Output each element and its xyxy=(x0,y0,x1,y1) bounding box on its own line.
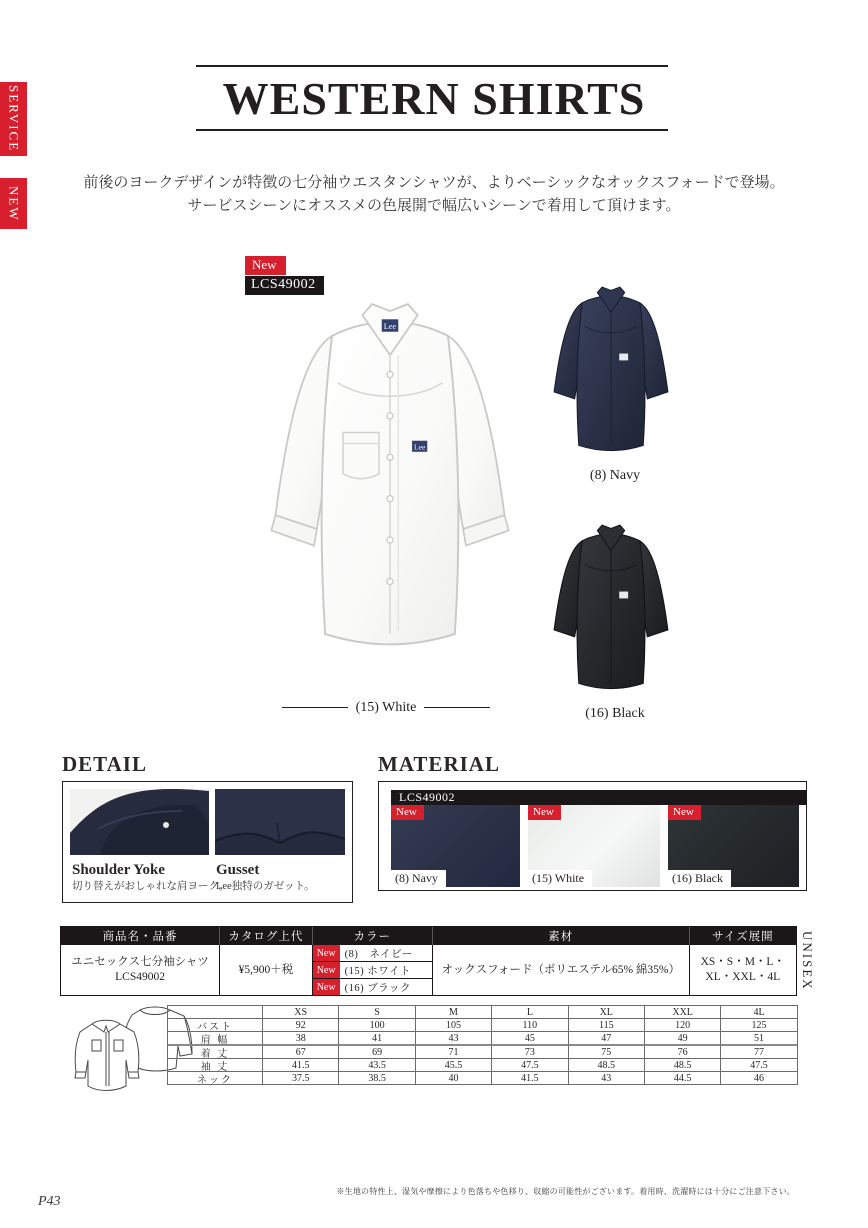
size-cell: 37.5 xyxy=(263,1072,339,1085)
size-row-label: 肩 幅 xyxy=(168,1032,263,1046)
unisex-vertical-label: UNISEX xyxy=(800,931,815,991)
swatch-label: (15) White xyxy=(528,870,592,887)
size-cell: 41.5 xyxy=(263,1059,339,1072)
size-row-label: ネック xyxy=(168,1072,263,1085)
title-rule-bottom xyxy=(196,129,668,131)
footer-note: ※生地の特性上、湿気や摩擦により色落ちや色移り、収縮の可能性がございます。着用時、洗濯時には十分にご注意下さい。 xyxy=(336,1187,795,1196)
description-line-1: 前後のヨークデザインが特徴の七分袖ウエスタンシャツが、よりベーシックなオックスフォードで登場。 xyxy=(83,175,785,191)
detail-item-caption: Lee独特のガゼット。 xyxy=(216,881,315,892)
page-title: WESTERN SHIRTS xyxy=(222,73,646,124)
size-cell: 77 xyxy=(721,1046,797,1059)
spec-header-price: カタログ上代 xyxy=(220,927,313,945)
detail-photo-shoulder-yoke xyxy=(70,789,209,855)
size-col-header: XS xyxy=(263,1006,339,1019)
white-shirt-photo xyxy=(252,276,528,680)
sidebar-tag-service-label: SERVICE xyxy=(6,85,22,153)
product-code-badge: LCS49002 xyxy=(245,276,324,295)
material-code-bar: LCS49002 xyxy=(391,790,807,805)
size-col-header: L xyxy=(492,1006,568,1019)
color-label: (16) ブラック xyxy=(344,982,412,994)
size-cell: 41.5 xyxy=(492,1072,568,1085)
color-new-badge: New xyxy=(313,962,340,978)
title-rule-top xyxy=(196,65,668,67)
black-shirt-label: (16) Black xyxy=(585,706,645,721)
spec-header-fabric: 素材 xyxy=(433,927,690,945)
label-rule-right xyxy=(424,707,490,708)
spec-price: ¥5,900＋税 xyxy=(238,963,294,976)
spec-price-cell xyxy=(220,945,313,995)
material-swatches xyxy=(391,805,799,887)
size-cell: 47.5 xyxy=(721,1059,797,1072)
spec-product-code: LCS49002 xyxy=(115,971,165,983)
size-cell: 92 xyxy=(263,1019,339,1032)
size-cell: 40 xyxy=(416,1072,492,1085)
navy-shirt-photo xyxy=(538,274,684,466)
detail-item-title: Gusset xyxy=(216,862,260,878)
spec-sizes-line1: XS・S・M・L・ xyxy=(700,956,785,968)
size-cell: 47 xyxy=(569,1032,645,1046)
collar-brand-tag: Lee xyxy=(383,321,397,331)
detail-item-title: Shoulder Yoke xyxy=(72,862,165,878)
size-cell: 69 xyxy=(339,1046,415,1059)
size-col-header: XXL xyxy=(645,1006,721,1019)
description-line-2: サービスシーンにオススメの色展開で幅広いシーンで着用して頂けます。 xyxy=(187,198,681,214)
material-box xyxy=(378,781,807,891)
size-cell: 41 xyxy=(339,1032,415,1046)
chest-brand-tag: Lee xyxy=(413,442,426,452)
page-number: P43 xyxy=(38,1194,61,1209)
size-cell: 44.5 xyxy=(645,1072,721,1085)
swatch-white xyxy=(528,805,660,887)
size-col-header: 4L xyxy=(721,1006,797,1019)
swatch-new-badge: New xyxy=(391,805,424,820)
size-cell: 51 xyxy=(721,1032,797,1046)
size-cell: 43 xyxy=(569,1072,645,1085)
swatch-label: (16) Black xyxy=(668,870,731,887)
spec-color-row xyxy=(313,962,432,979)
size-cell: 46 xyxy=(721,1072,797,1085)
lee-chest-patch xyxy=(619,592,628,599)
new-badge-label: New xyxy=(245,256,286,275)
size-row-label: バスト xyxy=(168,1019,263,1032)
swatch-new-badge: New xyxy=(668,805,701,820)
spec-sizes-line2: XL・XXL・4L xyxy=(705,971,781,983)
navy-shirt-label: (8) Navy xyxy=(589,468,641,483)
size-row-label: 着 丈 xyxy=(168,1046,263,1059)
sidebar-tag-new-label: NEW xyxy=(6,185,22,222)
size-col-header: M xyxy=(416,1006,492,1019)
size-cell: 100 xyxy=(339,1019,415,1032)
spec-table xyxy=(60,926,797,996)
size-cell: 75 xyxy=(569,1046,645,1059)
size-row-label: 袖 丈 xyxy=(168,1059,263,1072)
label-rule-left xyxy=(282,707,348,708)
detail-item-caption: 切り替えがおしゃれな肩ヨーク。 xyxy=(72,881,230,892)
white-shirt-label-row xyxy=(236,700,536,716)
spec-fabric-cell xyxy=(433,945,690,995)
size-cell: 120 xyxy=(645,1019,721,1032)
spec-sizes-cell xyxy=(690,945,796,995)
black-shirt-photo xyxy=(538,512,684,704)
spec-table-row xyxy=(61,945,796,995)
size-table xyxy=(167,1005,798,1085)
size-col-header: XL xyxy=(569,1006,645,1019)
size-cell: 43.5 xyxy=(339,1059,415,1072)
lee-chest-patch xyxy=(619,354,628,361)
spec-header-color: カラー xyxy=(313,927,433,945)
size-cell: 115 xyxy=(569,1019,645,1032)
color-label: (15) ホワイト xyxy=(344,965,411,977)
swatch-label: (8) Navy xyxy=(391,870,446,887)
spec-fabric: オックスフォード（ポリエステル65% 綿35%） xyxy=(441,963,681,976)
swatch-black xyxy=(668,805,799,887)
spec-table-header xyxy=(61,927,796,945)
color-label: (8) ネイビー xyxy=(344,948,413,960)
spec-header-sizes: サイズ展開 xyxy=(711,931,774,943)
spec-color-row xyxy=(313,945,432,962)
size-cell: 49 xyxy=(645,1032,721,1046)
spec-header-name: 商品名・品番 xyxy=(61,927,220,945)
spec-color-row xyxy=(313,979,432,995)
size-cell: 76 xyxy=(645,1046,721,1059)
size-cell: 67 xyxy=(263,1046,339,1059)
color-new-badge: New xyxy=(313,945,340,961)
detail-box xyxy=(62,781,353,903)
size-cell: 48.5 xyxy=(645,1059,721,1072)
spec-product-name: ユニセックス七分袖シャツ xyxy=(71,956,209,968)
white-shirt-label: (15) White xyxy=(355,700,417,715)
size-cell: 110 xyxy=(492,1019,568,1032)
color-new-badge: New xyxy=(313,979,340,995)
size-cell: 45 xyxy=(492,1032,568,1046)
material-heading: MATERIAL xyxy=(378,752,500,776)
size-cell: 71 xyxy=(416,1046,492,1059)
swatch-new-badge: New xyxy=(528,805,561,820)
size-cell: 105 xyxy=(416,1019,492,1032)
size-cell: 125 xyxy=(721,1019,797,1032)
size-cell: 48.5 xyxy=(569,1059,645,1072)
spec-color-cell xyxy=(313,945,433,995)
size-cell: 38 xyxy=(263,1032,339,1046)
size-cell: 47.5 xyxy=(492,1059,568,1072)
size-cell: 73 xyxy=(492,1046,568,1059)
size-col-header: S xyxy=(339,1006,415,1019)
size-cell: 43 xyxy=(416,1032,492,1046)
size-cell: 38.5 xyxy=(339,1072,415,1085)
spec-product-cell xyxy=(61,945,220,995)
product-description xyxy=(0,172,868,218)
swatch-navy xyxy=(391,805,520,887)
detail-photo-gusset xyxy=(215,789,345,855)
detail-heading: DETAIL xyxy=(62,752,147,776)
size-cell: 45.5 xyxy=(416,1059,492,1072)
